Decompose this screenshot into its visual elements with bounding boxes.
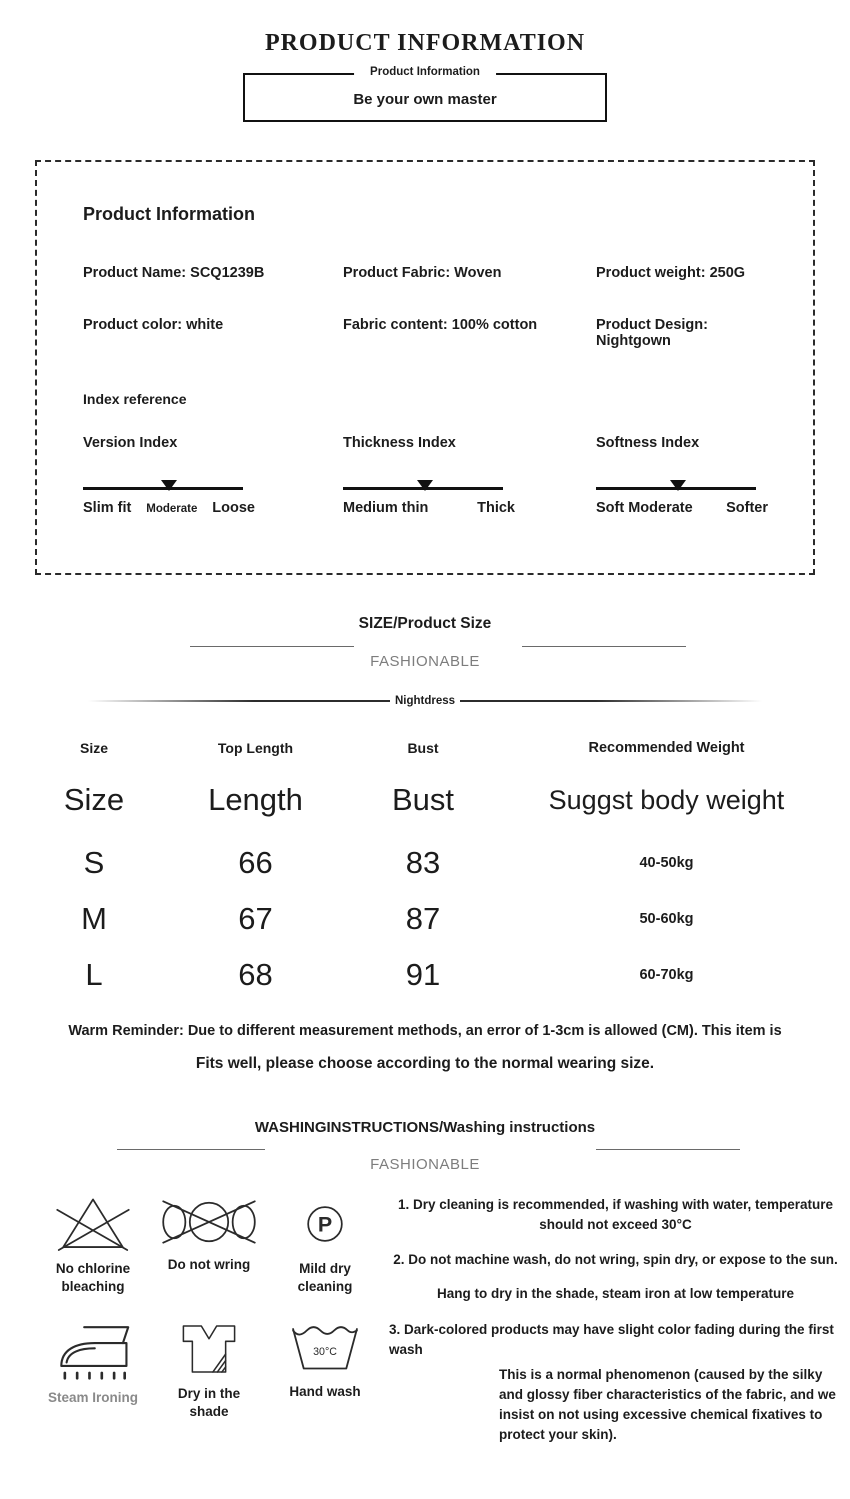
size-table-subheader — [35, 731, 815, 765]
index-sliders — [83, 435, 773, 516]
softness-index-slider — [596, 481, 756, 494]
header-banner-slogan: Be your own master — [353, 91, 497, 108]
divider-line — [190, 646, 354, 647]
slider-label-left: Soft Moderate — [596, 500, 693, 516]
version-index-title: Version Index — [83, 435, 178, 451]
divider-line — [522, 646, 686, 647]
slider-label-right: Loose — [212, 500, 255, 516]
steam-ironing-icon — [49, 1320, 137, 1382]
divider-line — [460, 700, 762, 702]
washing-note-1: 1. Dry cleaning is recommended, if washing with water, temperature should not exceed 30°C — [397, 1197, 834, 1233]
wash-temp-label: 30°C — [313, 1345, 337, 1358]
cell-weight: 40-50kg — [639, 855, 694, 871]
cell-length: 67 — [238, 901, 273, 936]
size-divider — [0, 646, 850, 648]
version-index-labels — [83, 500, 255, 516]
cell-bust: 87 — [405, 901, 441, 936]
col-header: Size — [79, 740, 108, 756]
thickness-index-labels — [343, 500, 515, 516]
softness-index-block — [596, 435, 773, 516]
version-index-slider — [83, 481, 243, 494]
attr-product-color: Product color: white — [83, 317, 224, 333]
no-chlorine-bleaching-icon — [49, 1195, 137, 1253]
attr-product-fabric: Product Fabric: Woven — [343, 265, 502, 281]
washing-icons-row2 — [35, 1320, 383, 1446]
washing-notes-1 — [383, 1195, 842, 1304]
icon-label: Dry in the shade — [177, 1386, 241, 1419]
slider-label-right: Thick — [477, 500, 515, 516]
nightdress-divider — [0, 695, 850, 707]
table-row-m — [35, 891, 815, 947]
cell-size: L — [85, 957, 103, 992]
slider-label-right: Softer — [726, 500, 768, 516]
product-attributes — [83, 265, 773, 349]
slider-marker-icon — [161, 480, 177, 491]
slider-label-left: Medium thin — [343, 500, 429, 516]
brand-text: FASHIONABLE — [370, 653, 480, 670]
product-info-panel — [35, 160, 815, 575]
slider-label-mid: Moderate — [146, 503, 198, 515]
icon-label: Steam Ironing — [47, 1390, 138, 1405]
attr-product-weight: Product weight: 250G — [596, 265, 746, 281]
icon-label: Do not wring — [167, 1257, 251, 1272]
col-header: Top Length — [217, 740, 294, 756]
cell-length: 66 — [238, 845, 273, 880]
washing-divider — [0, 1149, 850, 1151]
icon-label: Hand wash — [289, 1384, 361, 1399]
thickness-index-slider — [343, 481, 503, 494]
dry-in-the-shade — [151, 1320, 267, 1446]
col-header: Size — [63, 782, 125, 817]
thickness-index-block — [343, 435, 596, 516]
washing-note-2b: Hang to dry in the shade, steam iron at low temperature — [436, 1285, 795, 1301]
page-title: PRODUCT INFORMATION — [264, 30, 586, 56]
brand-text: FASHIONABLE — [370, 1156, 480, 1173]
no-chlorine-bleaching — [35, 1195, 151, 1304]
washing-section-title: WASHINGINSTRUCTIONS/Washing instructions — [254, 1119, 596, 1136]
cell-weight: 60-70kg — [639, 967, 694, 983]
size-table-header — [35, 765, 815, 835]
table-row-s — [35, 835, 815, 891]
washing-row-2 — [0, 1320, 850, 1446]
mild-dry-cleaning — [267, 1195, 383, 1304]
slider-label-left: Slim fit — [83, 500, 132, 516]
col-header: Length — [208, 782, 303, 817]
slider-marker-icon — [417, 480, 433, 491]
washing-note-2: 2. Do not machine wash, do not wring, spin dry, or expose to the sun. — [393, 1251, 838, 1267]
col-header: Bust — [407, 740, 439, 756]
divider-line — [596, 1149, 740, 1150]
size-section-title: SIZE/Product Size — [358, 615, 492, 632]
softness-index-labels — [596, 500, 768, 516]
washing-icons-row1 — [35, 1195, 383, 1304]
mild-dry-cleaning-icon — [296, 1195, 354, 1253]
col-header: Bust — [391, 782, 455, 817]
steam-ironing — [35, 1320, 151, 1446]
washing-row-1 — [0, 1195, 850, 1304]
washing-notes-2 — [383, 1320, 842, 1446]
icon-label: Mild dry cleaning — [297, 1261, 353, 1294]
divider-line — [117, 1149, 265, 1150]
cell-size: S — [83, 845, 105, 880]
header-banner-label: Product Information — [354, 66, 496, 78]
washing-note-3b: This is a normal phenomenon (caused by the silky and glossy fiber characteristics of the fabric, and we insist on not using excessive chemical fixatives to protect your skin). — [499, 1366, 836, 1443]
hand-wash-icon — [287, 1320, 363, 1376]
warm-reminder-line1: Warm Reminder: Due to different measurement methods, an error of 1-3cm is allowed (CM). This item is — [68, 1023, 782, 1039]
table-row-l — [35, 947, 815, 1003]
warm-reminder-line2: Fits well, please choose according to the normal wearing size. — [195, 1055, 655, 1072]
do-not-wring — [151, 1195, 267, 1304]
thickness-index-title: Thickness Index — [343, 435, 456, 451]
size-table — [35, 731, 815, 1003]
cell-weight: 50-60kg — [639, 911, 694, 927]
col-header: Recommended Weight — [588, 740, 745, 756]
index-reference-label: Index reference — [83, 391, 187, 407]
panel-heading: Product Information — [83, 204, 255, 224]
header-banner — [243, 66, 607, 122]
attr-fabric-content: Fabric content: 100% cotton — [343, 317, 538, 333]
nightdress-label: Nightdress — [394, 695, 456, 707]
softness-index-title: Softness Index — [596, 435, 700, 451]
hand-wash — [267, 1320, 383, 1446]
attr-product-name: Product Name: SCQ1239B — [83, 265, 265, 281]
cell-bust: 91 — [405, 957, 441, 992]
do-not-wring-icon — [161, 1195, 257, 1249]
cell-bust: 83 — [405, 845, 441, 880]
dry-in-the-shade-icon — [177, 1320, 241, 1378]
divider-line — [88, 700, 390, 702]
dry-clean-letter: P — [317, 1212, 333, 1237]
cell-length: 68 — [238, 957, 273, 992]
version-index-block — [83, 435, 343, 516]
slider-marker-icon — [670, 480, 686, 491]
cell-size: M — [81, 901, 107, 936]
attr-product-design: Product Design: Nightgown — [596, 317, 708, 349]
icon-label: No chlorine bleaching — [55, 1261, 131, 1294]
washing-instructions — [0, 1195, 850, 1446]
washing-note-3: 3. Dark-colored products may have slight color fading during the first wash — [389, 1322, 834, 1358]
col-header: Suggst body weight — [548, 784, 785, 815]
